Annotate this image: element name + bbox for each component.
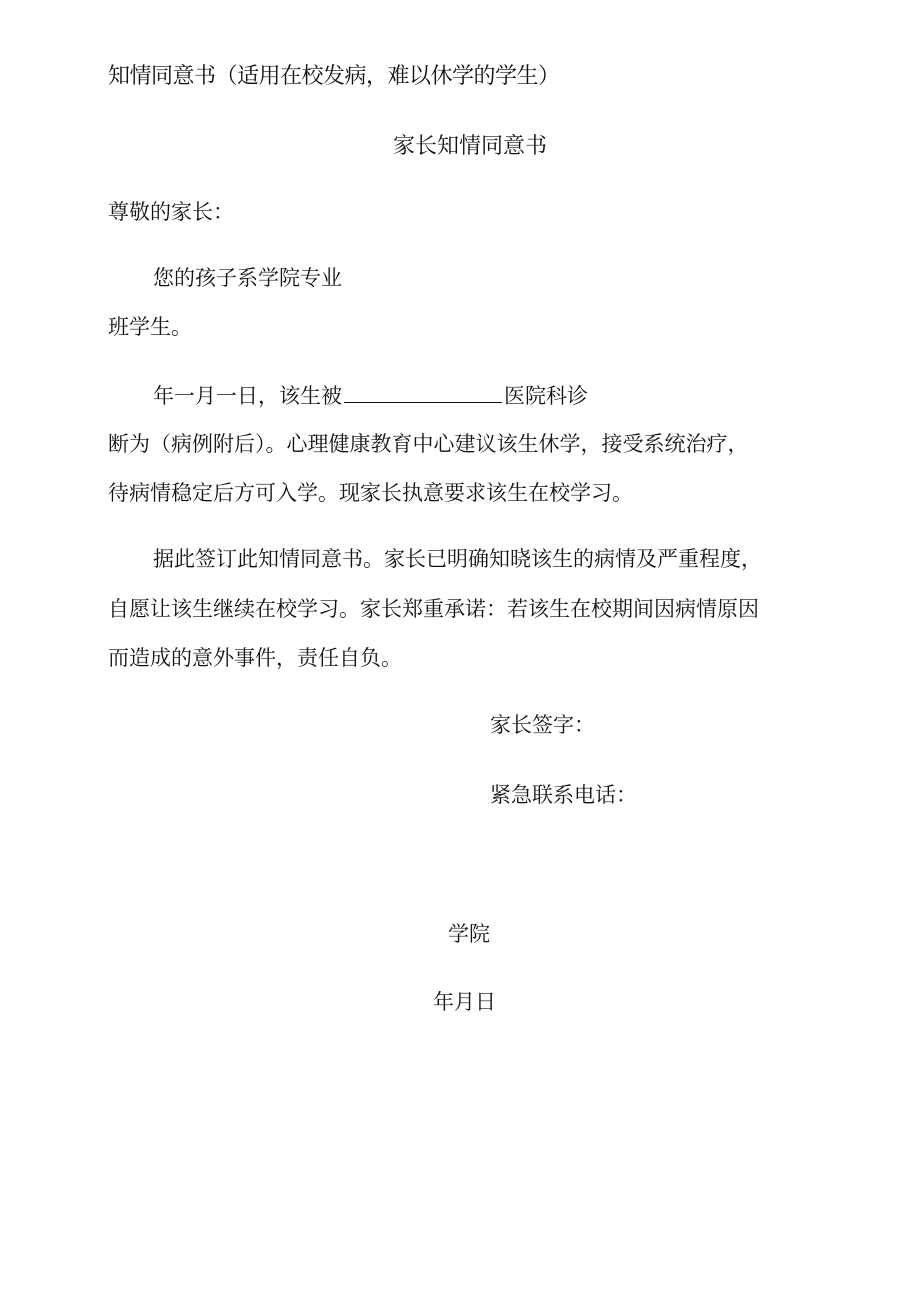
emergency-phone-label: 紧急联系电话： [490, 783, 637, 807]
paragraph-2-line-1 [153, 384, 588, 407]
hospital-blank-line [344, 384, 502, 403]
document-main-title: 家长知情同意书 [392, 134, 547, 159]
parent-signature-label: 家长签字： [490, 713, 595, 737]
paragraph-3-line-1: 据此签订此知情同意书。家长已明确知晓该生的病情及严重程度， [153, 547, 762, 571]
paragraph-1-line-1: 您的孩子系学院专业 [153, 266, 342, 290]
footer-date: 年月日 [433, 990, 496, 1014]
paragraph-2-line-1-before-blank: 年一月一日，该生被 [153, 384, 342, 408]
paragraph-3-line-2: 自愿让该生继续在校学习。家长郑重承诺：若该生在校期间因病情原因 [108, 597, 759, 621]
salutation: 尊敬的家长： [108, 200, 234, 224]
paragraph-2-line-2-text: 断为（病例附后）。心理健康教育中心建议该生休学，接受系统治疗， [108, 432, 749, 456]
document-top-title: 知情同意书（适用在校发病，难以休学的学生） [108, 64, 560, 89]
paragraph-2-line-3: 待病情稳定后方可入学。现家长执意要求该生在校学习。 [108, 481, 633, 505]
paragraph-3-line-3: 而造成的意外事件，责任自负。 [108, 646, 402, 670]
footer-college: 学院 [448, 922, 490, 946]
paragraph-2-line-2 [108, 434, 828, 455]
paragraph-2-line-1-after-blank: 医院科诊 [504, 384, 588, 408]
paragraph-1-line-2: 班学生。 [108, 315, 192, 339]
